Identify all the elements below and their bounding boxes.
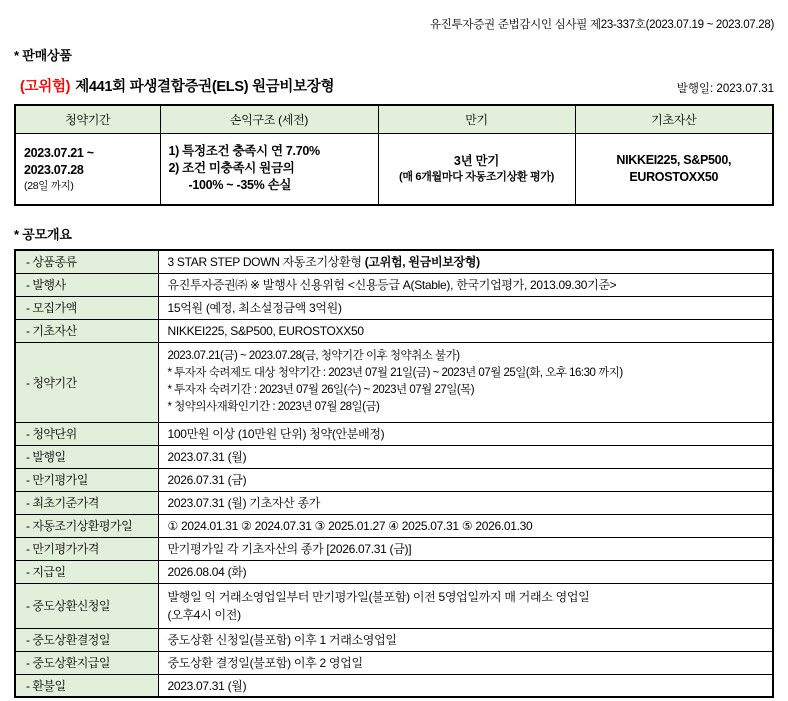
subscription-period-line1: 2023.07.21(금) ~ 2023.07.28(금, 청약기간 이후 청약취소 불가) bbox=[167, 349, 460, 362]
value-early-redemption-payment-date: 중도상환 결정일(불포함) 이후 2 영업일 bbox=[158, 651, 773, 674]
label-offering-amount: - 모집가액 bbox=[15, 296, 158, 319]
offering-details-table bbox=[14, 249, 774, 698]
row-early-redemption-request-date bbox=[15, 583, 773, 628]
product-summary-table bbox=[14, 104, 774, 206]
row-initial-base-price bbox=[15, 491, 773, 514]
label-refund-date: - 환불일 bbox=[15, 674, 158, 697]
underlying-assets-line2: EUROSTOXX50 bbox=[629, 169, 719, 184]
label-early-redemption-request-date: - 중도상환신청일 bbox=[15, 583, 158, 628]
row-subscription-unit bbox=[15, 422, 773, 445]
label-product-type: - 상품종류 bbox=[15, 250, 158, 273]
label-subscription-period: - 청약기간 bbox=[15, 342, 158, 422]
issue-date-label: 발행일: 2023.07.31 bbox=[676, 83, 774, 95]
label-early-redemption-payment-date: - 중도상환지급일 bbox=[15, 651, 158, 674]
value-autocall-valuation-dates: ① 2024.01.31 ② 2024.07.31 ③ 2025.01.27 ④ 2025.07.31 ⑤ 2026.01.30 bbox=[158, 514, 773, 537]
value-offering-amount: 15억원 (예정, 최소설정금액 3억원) bbox=[158, 296, 773, 319]
row-maturity-valuation-price bbox=[15, 537, 773, 560]
early-redemption-request-line2: (오후4시 이전) bbox=[167, 607, 241, 622]
summary-header-row bbox=[15, 105, 773, 133]
value-underlying-assets: NIKKEI225, S&P500, EUROSTOXX50 bbox=[158, 319, 773, 342]
row-issue-date bbox=[15, 445, 773, 468]
subscription-period-line4: * 청약의사재확인기간 : 2023년 07월 28일(금) bbox=[167, 401, 380, 414]
product-type-text: 3 STAR STEP DOWN 자동조기상환형 bbox=[167, 255, 365, 270]
product-type-risk-text: (고위험, 원금비보장형) bbox=[364, 255, 480, 270]
label-subscription-unit: - 청약단위 bbox=[15, 422, 158, 445]
value-issuer: 유진투자증권㈜ ※ 발행사 신용위험 <신용등급 A(Stable), 한국기업평가, 2013.09.30기준> bbox=[158, 273, 773, 296]
product-title-row bbox=[20, 75, 774, 96]
label-maturity-valuation-price: - 만기평가가격 bbox=[15, 537, 158, 560]
label-initial-base-price: - 최초기준가격 bbox=[15, 491, 158, 514]
summary-underlying-cell bbox=[575, 133, 773, 205]
subscription-period-line2: * 투자자 숙려제도 대상 청약기간 : 2023년 07월 21일(금) ~ 2023년 07월 25일(화, 오후 16:30 까지) bbox=[167, 366, 623, 379]
subscription-end-date: 2023.07.28 bbox=[24, 162, 84, 177]
value-subscription-period bbox=[158, 342, 773, 422]
row-early-redemption-decision-date bbox=[15, 628, 773, 651]
value-issue-date: 2023.07.31 (월) bbox=[158, 445, 773, 468]
row-subscription-period bbox=[15, 342, 773, 422]
payoff-condition-1: 1) 특정조건 충족시 연 7.70% bbox=[168, 144, 320, 159]
row-payment-date bbox=[15, 560, 773, 583]
section-title-public-offering: * 공모개요 bbox=[14, 227, 72, 242]
value-maturity-valuation-date: 2026.07.31 (금) bbox=[158, 468, 773, 491]
payoff-condition-2: 2) 조건 미충족시 원금의 bbox=[168, 161, 295, 176]
label-payment-date: - 지급일 bbox=[15, 560, 158, 583]
subscription-start-date: 2023.07.21 ~ bbox=[24, 145, 94, 160]
row-autocall-valuation-dates bbox=[15, 514, 773, 537]
label-issue-date: - 발행일 bbox=[15, 445, 158, 468]
row-refund-date bbox=[15, 674, 773, 697]
product-name: 제441회 파생결합증권(ELS) 원금비보장형 bbox=[75, 79, 335, 95]
summary-header-subscription-period: 청약기간 bbox=[15, 105, 160, 133]
row-product-type bbox=[15, 250, 773, 273]
row-underlying-assets bbox=[15, 319, 773, 342]
compliance-note: 유진투자증권 준법감시인 심사필 제23-337호(2023.07.19 ~ 2023.07.28) bbox=[429, 19, 774, 31]
summary-payoff-cell bbox=[160, 133, 378, 205]
summary-maturity-cell bbox=[378, 133, 575, 205]
product-title bbox=[20, 75, 334, 96]
payoff-loss-range: -100% ~ -35% 손실 bbox=[188, 178, 292, 193]
label-underlying-assets: - 기초자산 bbox=[15, 319, 158, 342]
summary-header-maturity: 만기 bbox=[378, 105, 575, 133]
summary-subscription-period-cell bbox=[15, 133, 160, 205]
underlying-assets-line1: NIKKEI225, S&P500, bbox=[616, 152, 732, 167]
value-subscription-unit: 100만원 이상 (10만원 단위) 청약(안분배정) bbox=[158, 422, 773, 445]
summary-header-payoff-structure: 손익구조 (세전) bbox=[160, 105, 378, 133]
value-refund-date: 2023.07.31 (월) bbox=[158, 674, 773, 697]
subscription-period-line3: * 투자자 숙려기간 : 2023년 07월 26일(수) ~ 2023년 07월 27일(목) bbox=[167, 384, 475, 396]
early-redemption-request-line1: 발행일 익 거래소영업일부터 만기평가일(불포함) 이전 5영업일까지 매 거래소 영업일 bbox=[167, 589, 590, 604]
row-early-redemption-payment-date bbox=[15, 651, 773, 674]
value-early-redemption-request-date bbox=[158, 583, 773, 628]
row-maturity-valuation-date bbox=[15, 468, 773, 491]
risk-grade-label: (고위험) bbox=[20, 79, 71, 95]
label-early-redemption-decision-date: - 중도상환결정일 bbox=[15, 628, 158, 651]
subscription-note: (28일 까지) bbox=[24, 179, 74, 192]
value-maturity-valuation-price: 만기평가일 각 기초자산의 종가 [2026.07.31 (금)] bbox=[158, 537, 773, 560]
label-issuer: - 발행사 bbox=[15, 273, 158, 296]
value-product-type bbox=[158, 250, 773, 273]
summary-header-underlying-assets: 기초자산 bbox=[575, 105, 773, 133]
maturity-term: 3년 만기 bbox=[453, 153, 500, 168]
maturity-autocall-note: (매 6개월마다 자동조기상환 평가) bbox=[398, 170, 555, 183]
row-offering-amount bbox=[15, 296, 773, 319]
summary-body-row bbox=[15, 133, 773, 205]
label-autocall-valuation-dates: - 자동조기상환평가일 bbox=[15, 514, 158, 537]
value-payment-date: 2026.08.04 (화) bbox=[158, 560, 773, 583]
label-maturity-valuation-date: - 만기평가일 bbox=[15, 468, 158, 491]
value-early-redemption-decision-date: 중도상환 신청일(불포함) 이후 1 거래소영업일 bbox=[158, 628, 773, 651]
row-issuer bbox=[15, 273, 773, 296]
section-title-sale-products: * 판매상품 bbox=[14, 48, 72, 63]
value-initial-base-price: 2023.07.31 (월) 기초자산 종가 bbox=[158, 491, 773, 514]
